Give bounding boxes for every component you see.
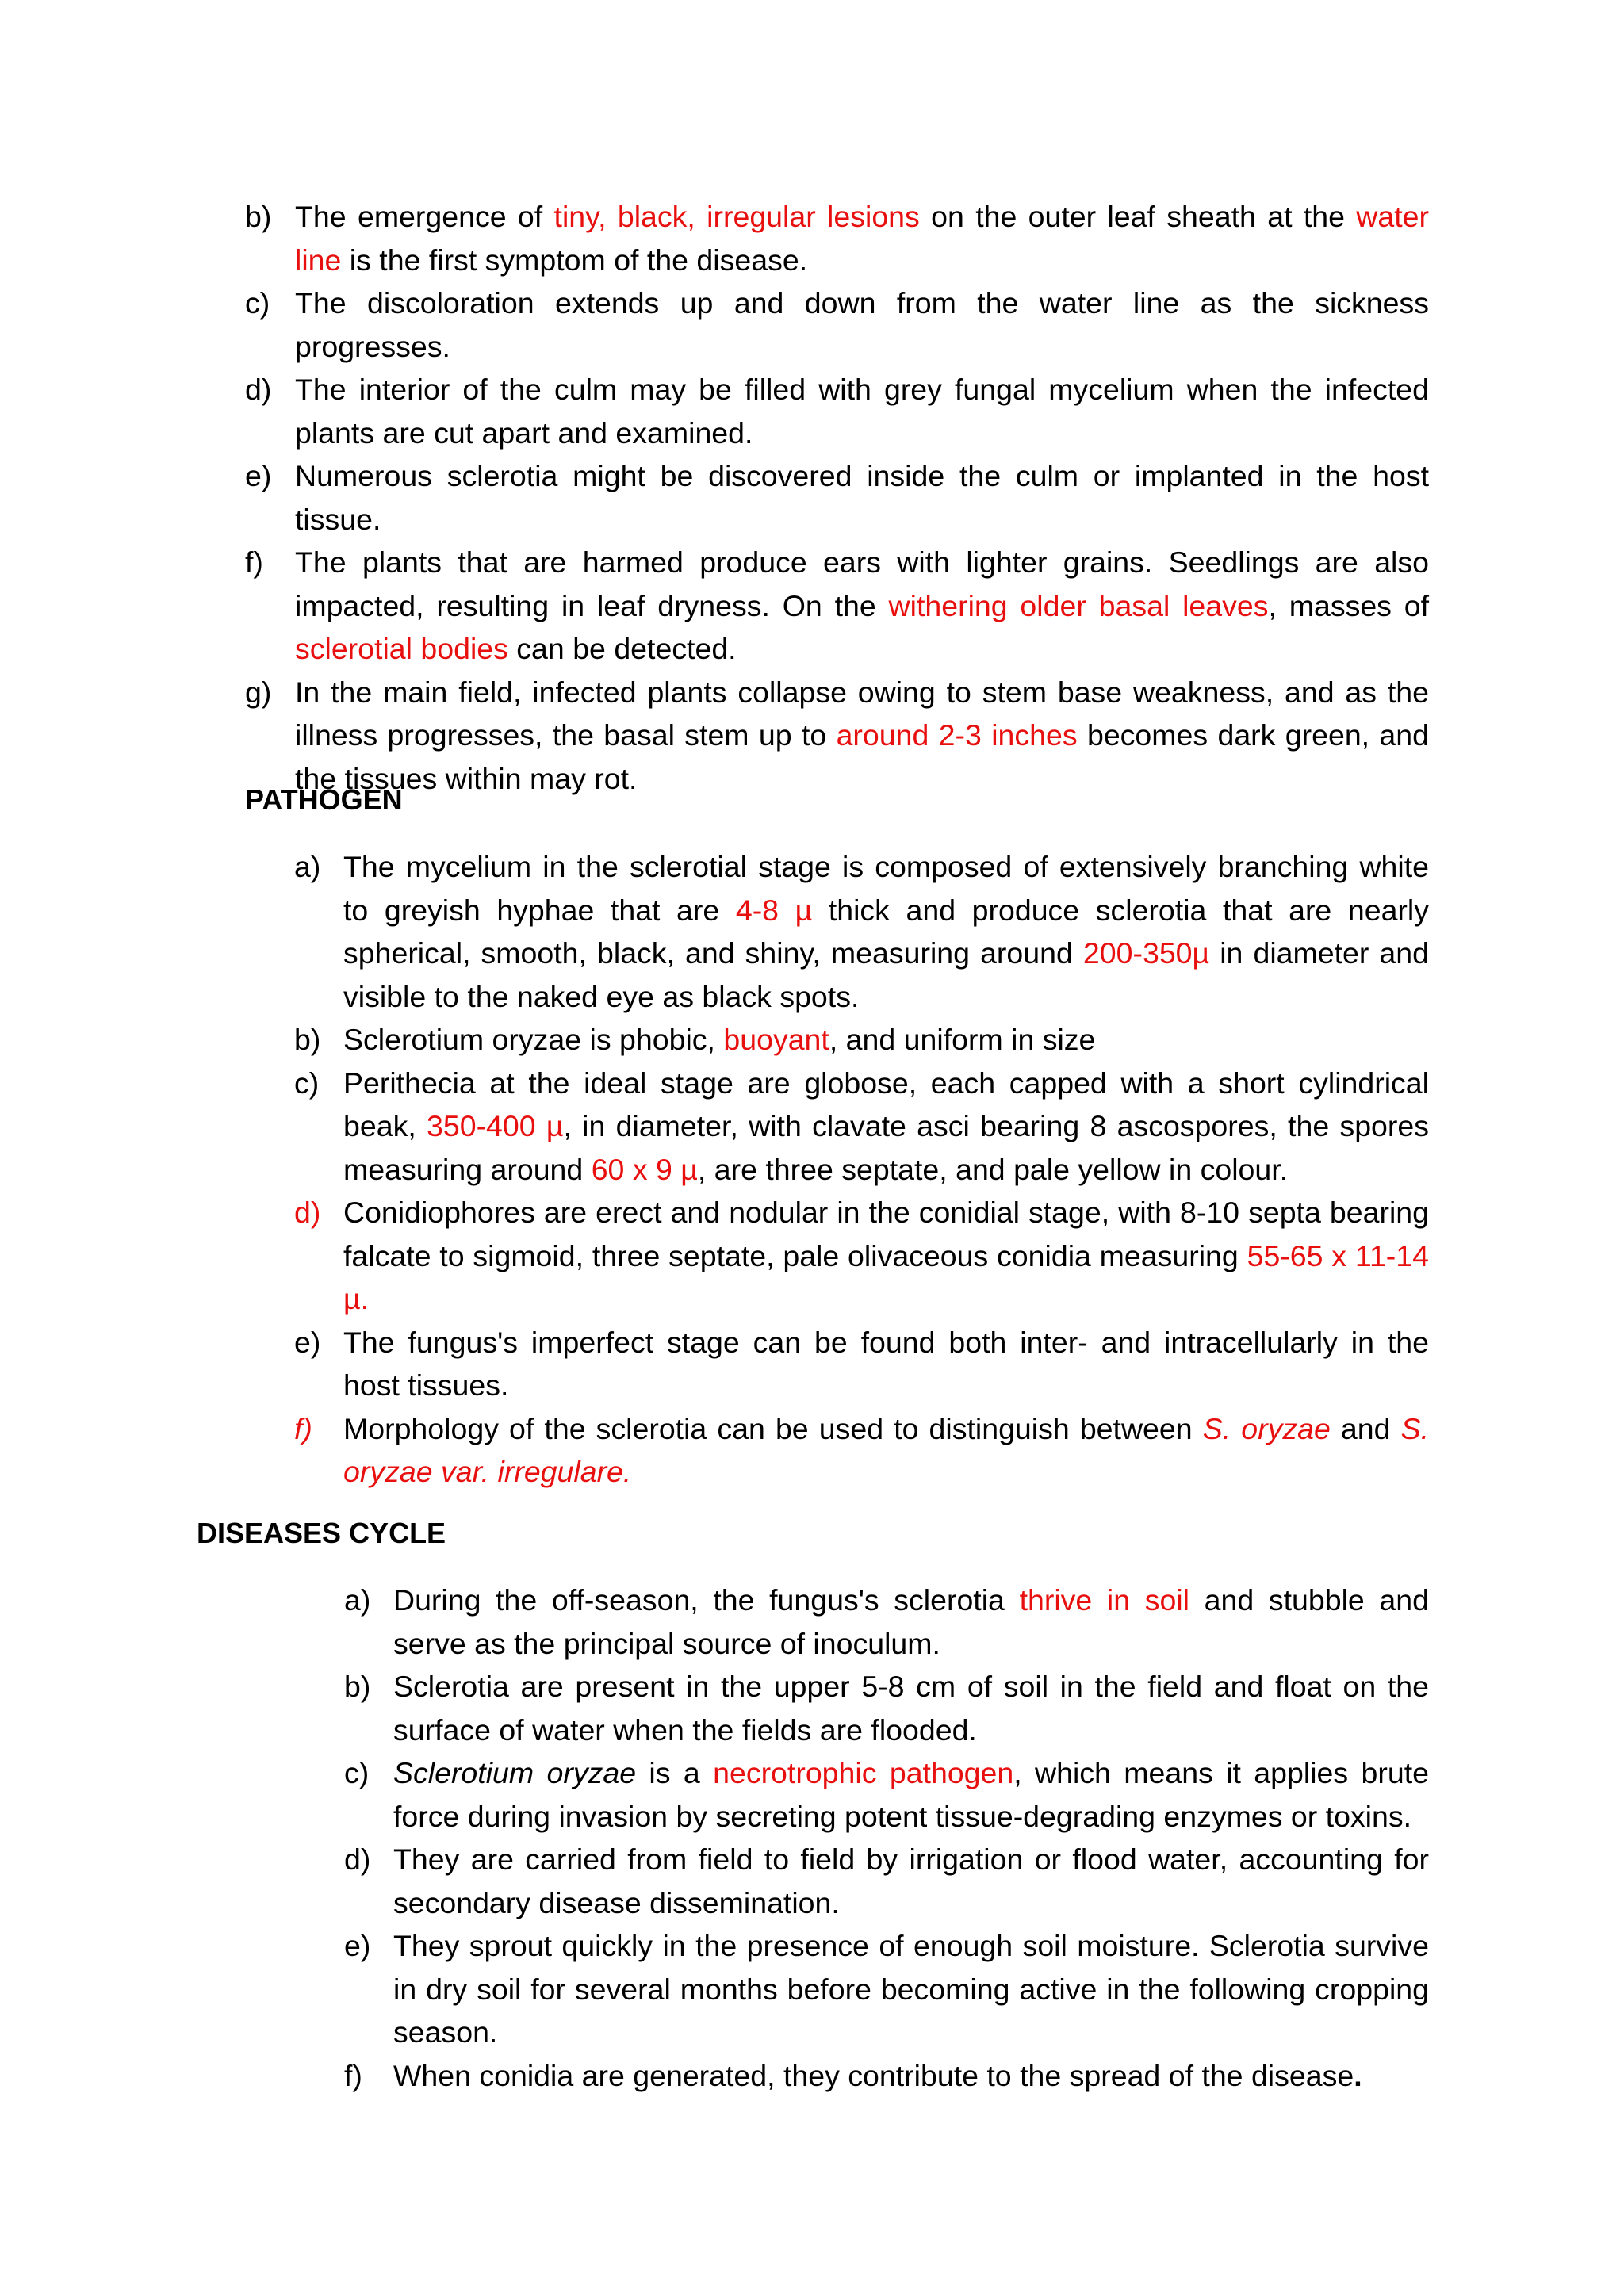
list-marker: e) xyxy=(344,1929,371,1962)
item-text: The plants that are harmed produce ears with lighter grains. Seedlings are also impacted, resulting in leaf dryness. On the xyxy=(295,545,1429,622)
list-marker: f) xyxy=(344,2058,362,2092)
item-text: In the main field, infected plants collapse owing to stem base weakness, and as the illness progresses, the basal stem up to xyxy=(295,675,1429,752)
item-text: , are three septate, and pale yellow in colour. xyxy=(697,1152,1289,1186)
highlighted-text: 200-350µ xyxy=(1082,936,1210,970)
disease-cycle-heading: DISEASES CYCLE xyxy=(197,1517,446,1549)
item-text: Morphology of the sclerotia can be used to distinguish between xyxy=(343,1411,1203,1445)
list-marker: a) xyxy=(344,1583,371,1617)
list-marker: e) xyxy=(245,459,272,492)
list-item xyxy=(294,1407,1429,1494)
item-text: Perithecia at the ideal stage are globose, each capped with a short cylindrical beak, xyxy=(343,1066,1429,1142)
item-text: is a xyxy=(636,1756,714,1789)
list-item xyxy=(344,1578,1429,1665)
list-item xyxy=(294,1018,1429,1062)
list-marker: f) xyxy=(294,1411,312,1445)
item-text: thick and produce sclerotia that are nearly spherical, smooth, black, and shiny, measuring around xyxy=(343,893,1430,970)
list-marker: d) xyxy=(344,1843,371,1876)
disease-cycle-list xyxy=(344,1578,1429,2097)
symptoms-list xyxy=(245,195,1429,800)
item-text: and xyxy=(1330,1411,1401,1445)
list-marker: c) xyxy=(245,286,270,320)
highlighted-text: sclerotial bodies xyxy=(295,632,508,665)
item-text: in diameter and visible to the naked eye as black spots. xyxy=(343,936,1429,1013)
list-item xyxy=(294,1191,1429,1321)
list-item xyxy=(344,1924,1429,2054)
list-marker: d) xyxy=(245,373,272,406)
highlighted-text: 60 x 9 µ xyxy=(591,1152,698,1186)
list-marker: e) xyxy=(294,1325,321,1359)
pathogen-heading: PATHOGEN xyxy=(245,783,403,816)
item-text: , in diameter, with clavate asci bearing 8 ascospores, the spores measuring around xyxy=(343,1109,1429,1186)
item-text: The interior of the culm may be filled with grey fungal mycelium when the infected plants are cut apart and examined. xyxy=(295,373,1429,450)
list-marker: b) xyxy=(294,1023,321,1056)
list-item xyxy=(294,1062,1429,1192)
list-item xyxy=(245,541,1429,671)
item-text: Numerous sclerotia might be discovered inside the culm or implanted in the host tissue. xyxy=(295,459,1429,536)
item-text: The emergence of xyxy=(295,200,554,233)
item-text: and stubble and serve as the principal source of inoculum. xyxy=(393,1583,1429,1660)
highlighted-text: 55-65 x 11-14 µ. xyxy=(343,1238,1429,1315)
item-text: Sclerotia are present in the upper 5-8 cm of soil in the field and float on the surface of water when the fields are flooded. xyxy=(393,1670,1429,1747)
list-item xyxy=(294,845,1429,1018)
item-text: , which means it applies brute force during invasion by secreting potent tissue-degrading enzymes or toxins. xyxy=(393,1756,1429,1833)
item-text: The discoloration extends up and down from the water line as the sickness progresses. xyxy=(295,286,1429,363)
item-text: The fungus's imperfect stage can be found both inter- and intracellularly in the host tissues. xyxy=(343,1325,1429,1402)
list-item xyxy=(245,195,1429,281)
list-marker: c) xyxy=(294,1066,320,1100)
list-marker: b) xyxy=(344,1670,371,1703)
highlighted-text: around 2-3 inches xyxy=(836,718,1078,752)
highlighted-text: tiny, black, irregular lesions xyxy=(553,200,920,233)
item-text: is the first symptom of the disease. xyxy=(341,243,808,277)
list-item xyxy=(344,1838,1429,1924)
list-item xyxy=(344,1665,1429,1751)
list-item xyxy=(245,454,1429,541)
item-text: Sclerotium oryzae xyxy=(393,1756,637,1789)
item-text: During the off-season, the fungus's sclerotia xyxy=(393,1583,1020,1617)
highlighted-text: thrive in soil xyxy=(1019,1583,1189,1617)
list-marker: c) xyxy=(344,1756,370,1789)
list-item xyxy=(344,1751,1429,1838)
item-text: can be detected. xyxy=(508,632,737,665)
item-text: The mycelium in the sclerotial stage is composed of extensively branching white to greyish hyphae that are xyxy=(343,850,1429,927)
highlighted-text: buoyant xyxy=(723,1023,829,1056)
item-text: They sprout quickly in the presence of enough soil moisture. Sclerotia survive in dry soil for several months before becoming active in the following cropping season. xyxy=(393,1929,1429,2049)
highlighted-text: water line xyxy=(295,200,1429,277)
highlighted-text: S. oryzae xyxy=(1202,1411,1331,1445)
list-marker: b) xyxy=(245,200,272,233)
item-text: Sclerotium oryzae is phobic, xyxy=(343,1023,724,1056)
list-item xyxy=(245,368,1429,454)
list-marker: g) xyxy=(245,675,272,709)
item-text: , masses of xyxy=(1268,588,1430,622)
list-marker: a) xyxy=(294,850,321,883)
pathogen-list xyxy=(294,845,1429,1494)
item-text: becomes dark green, and the tissues within may rot. xyxy=(295,718,1430,795)
item-text: . xyxy=(1354,2058,1362,2092)
highlighted-text: 4-8 µ xyxy=(735,893,813,927)
list-item xyxy=(344,2054,1429,2098)
highlighted-text: 350-400 µ xyxy=(427,1109,564,1142)
highlighted-text: S. oryzae var. irregulare. xyxy=(343,1411,1430,1488)
highlighted-text: necrotrophic pathogen xyxy=(713,1756,1014,1789)
item-text: on the outer leaf sheath at the xyxy=(919,200,1357,233)
list-item xyxy=(294,1321,1429,1407)
item-text: Conidiophores are erect and nodular in the conidial stage, with 8-10 septa bearing falcate to sigmoid, three septate, pale olivaceous conidia measuring xyxy=(343,1196,1429,1272)
list-item xyxy=(245,671,1429,801)
highlighted-text: withering older basal leaves xyxy=(888,588,1269,622)
item-text: , and uniform in size xyxy=(829,1023,1096,1056)
list-marker: d) xyxy=(294,1196,321,1229)
item-text: When conidia are generated, they contribute to the spread of the disease xyxy=(393,2058,1354,2092)
list-item xyxy=(245,281,1429,368)
item-text: They are carried from field to field by irrigation or flood water, accounting for secondary disease dissemination. xyxy=(393,1843,1429,1919)
list-marker: f) xyxy=(245,545,263,579)
